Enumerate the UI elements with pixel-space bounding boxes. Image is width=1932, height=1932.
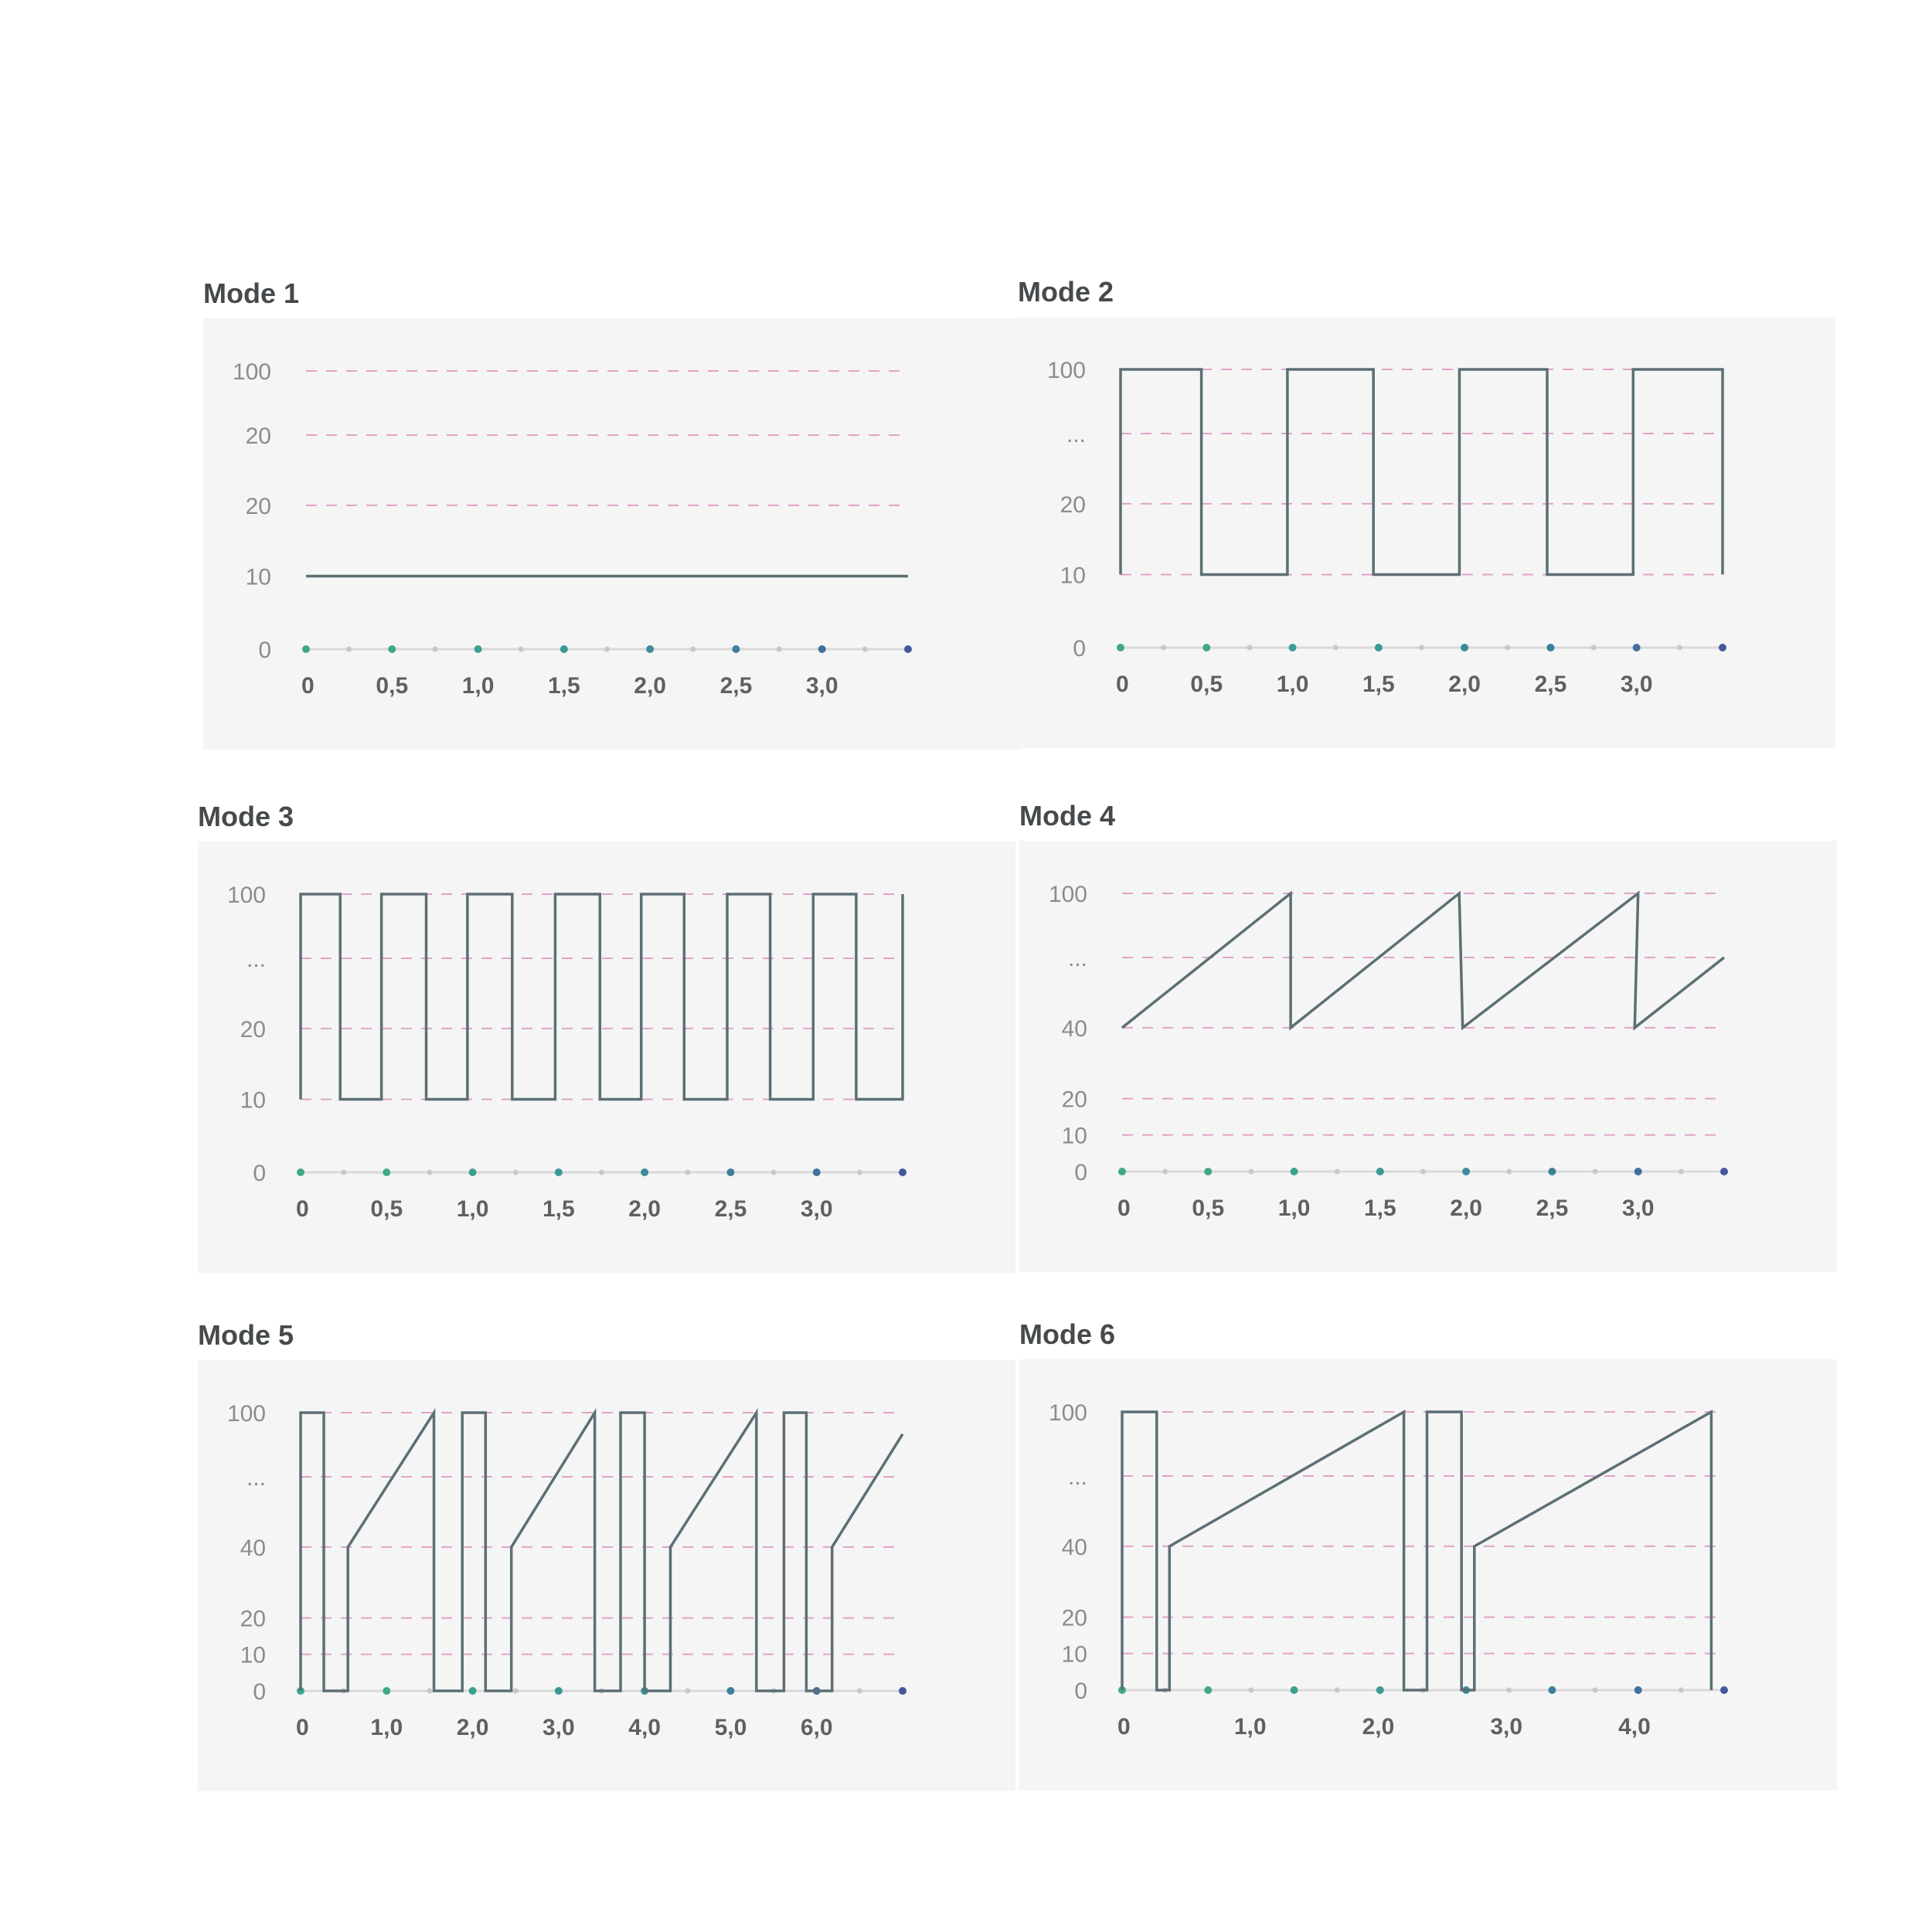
x-axis-minor-marker: [513, 1689, 519, 1694]
y-tick-label: 20: [1061, 1605, 1087, 1631]
x-tick-label: 3,0: [1620, 672, 1653, 697]
x-axis-minor-marker: [427, 1689, 432, 1694]
x-axis-minor-marker: [599, 1170, 604, 1175]
x-axis-minor-marker: [1593, 1169, 1598, 1175]
x-tick-label: 0: [1117, 1196, 1131, 1221]
series-line: [301, 894, 903, 1100]
chart-panel-mode-6: [1019, 1319, 1837, 1791]
x-axis-minor-marker: [1593, 1688, 1598, 1693]
x-axis-minor-marker: [857, 1689, 862, 1694]
x-tick-label: 3,0: [542, 1715, 575, 1740]
chart-title: Mode 6: [1019, 1318, 1116, 1350]
x-axis-minor-marker: [1162, 1169, 1168, 1175]
x-tick-label: 3,0: [800, 1196, 833, 1222]
x-axis-minor-marker: [685, 1689, 690, 1694]
x-axis-minor-marker: [432, 647, 437, 652]
chart-plot-mode-4: [1019, 841, 1837, 1272]
x-axis-minor-marker: [427, 1170, 432, 1175]
y-tick-label: 0: [253, 1161, 266, 1186]
x-tick-label: 1,0: [370, 1715, 403, 1740]
x-tick-label: 6,0: [800, 1715, 833, 1740]
x-axis-marker: [1376, 1686, 1384, 1694]
y-tick-label: 10: [1061, 1641, 1087, 1668]
x-axis-marker: [1289, 644, 1297, 651]
x-axis-marker: [469, 1687, 477, 1695]
y-tick-label: ...: [1067, 945, 1087, 971]
x-axis-minor-marker: [1679, 1169, 1684, 1175]
x-axis-marker: [899, 1687, 906, 1695]
y-tick-label: 20: [240, 1606, 266, 1632]
x-tick-label: 2,5: [1536, 1196, 1569, 1221]
y-tick-label: 0: [1074, 1679, 1087, 1704]
x-tick-label: 1,5: [1362, 672, 1395, 697]
y-tick-label: 10: [1061, 1123, 1087, 1149]
y-tick-label: 0: [253, 1679, 266, 1705]
x-axis-minor-marker: [771, 1170, 777, 1175]
x-axis-minor-marker: [777, 647, 782, 652]
x-tick-label: 0,5: [1190, 672, 1223, 697]
y-tick-label: 100: [1048, 882, 1087, 907]
x-tick-label: 0: [1117, 1714, 1131, 1740]
x-axis-marker: [1634, 1686, 1642, 1694]
x-axis-marker: [1375, 644, 1383, 651]
x-tick-label: 0,5: [1192, 1196, 1225, 1221]
y-tick-label: 40: [1061, 1015, 1087, 1042]
x-axis-marker: [1634, 1168, 1642, 1175]
y-tick-label: ...: [246, 1464, 266, 1491]
x-tick-label: 1,0: [456, 1196, 489, 1222]
x-axis-minor-marker: [513, 1170, 519, 1175]
x-axis-marker: [732, 645, 740, 653]
y-tick-label: 10: [240, 1087, 266, 1114]
x-tick-label: 1,0: [1276, 672, 1309, 697]
y-tick-label: 0: [1074, 1160, 1087, 1185]
x-axis-marker: [1720, 1168, 1728, 1175]
x-axis-marker: [555, 1687, 563, 1695]
x-axis-minor-marker: [604, 647, 610, 652]
x-axis-marker: [904, 645, 912, 653]
y-tick-label: 40: [1061, 1534, 1087, 1560]
x-tick-label: 2,0: [634, 673, 667, 699]
chart-panel-mode-3: [198, 801, 1015, 1273]
x-axis-marker: [1633, 644, 1641, 651]
y-tick-label: 20: [1060, 492, 1086, 518]
x-axis-marker: [1202, 644, 1210, 651]
x-axis-marker: [1118, 1168, 1126, 1175]
x-axis-minor-marker: [1333, 645, 1338, 651]
x-axis-minor-marker: [1420, 1169, 1426, 1175]
x-tick-label: 3,0: [805, 673, 838, 699]
y-tick-label: ...: [1066, 421, 1086, 447]
x-axis-minor-marker: [1419, 645, 1424, 651]
x-axis-marker: [474, 645, 482, 653]
x-tick-label: 0: [1116, 672, 1129, 697]
series-line: [1121, 369, 1723, 575]
x-axis-marker: [1291, 1168, 1298, 1175]
chart-plot-mode-6: [1019, 1359, 1837, 1791]
y-tick-label: 20: [245, 493, 271, 519]
chart-title: Mode 3: [198, 801, 294, 832]
x-axis-minor-marker: [857, 1170, 862, 1175]
x-tick-label: 5,0: [714, 1715, 747, 1740]
chart-title: Mode 2: [1018, 276, 1114, 308]
x-axis-marker: [641, 1168, 648, 1176]
x-axis-minor-marker: [1677, 645, 1682, 651]
x-axis-minor-marker: [346, 647, 352, 652]
chart-panel-mode-4: [1019, 801, 1837, 1272]
x-axis-minor-marker: [1161, 645, 1166, 651]
chart-title: Mode 4: [1019, 800, 1116, 832]
x-tick-label: 3,0: [1621, 1196, 1655, 1221]
chart-plot-mode-1: [203, 318, 1021, 750]
chart-plot-mode-2: [1018, 317, 1835, 748]
x-tick-label: 1,5: [542, 1196, 575, 1222]
y-tick-label: ...: [246, 946, 266, 972]
x-tick-label: 1,5: [547, 673, 580, 699]
y-tick-label: 100: [1048, 1400, 1087, 1426]
x-axis-marker: [555, 1168, 563, 1176]
x-tick-label: 2,0: [1362, 1714, 1395, 1740]
x-tick-label: 2,0: [1450, 1196, 1483, 1221]
chart-title: Mode 1: [203, 277, 300, 309]
x-tick-label: 2,0: [628, 1196, 662, 1222]
x-tick-label: 0: [296, 1196, 309, 1222]
chart-plot-mode-5: [198, 1360, 1015, 1791]
x-axis-marker: [726, 1687, 734, 1695]
x-tick-label: 0: [296, 1715, 309, 1740]
x-axis-minor-marker: [685, 1170, 690, 1175]
x-tick-label: 2,0: [456, 1715, 489, 1740]
y-tick-label: 100: [226, 883, 266, 908]
y-tick-label: 20: [245, 423, 271, 449]
x-axis-marker: [1719, 644, 1726, 651]
y-tick-label: 10: [1060, 563, 1086, 589]
x-axis-marker: [469, 1168, 477, 1176]
x-tick-label: 4,0: [1618, 1714, 1651, 1740]
series-line: [1122, 893, 1724, 1028]
series-line: [301, 1413, 903, 1691]
x-axis-minor-marker: [690, 647, 696, 652]
x-axis-minor-marker: [1679, 1688, 1684, 1693]
x-axis-minor-marker: [1248, 1169, 1253, 1175]
x-axis-marker: [302, 645, 310, 653]
x-tick-label: 0,5: [370, 1196, 403, 1222]
x-axis-minor-marker: [519, 647, 524, 652]
x-tick-label: 0,5: [376, 673, 409, 699]
x-axis-marker: [1204, 1168, 1212, 1175]
x-axis-marker: [1462, 1168, 1470, 1175]
chart-plot-mode-3: [198, 842, 1015, 1273]
x-axis-minor-marker: [341, 1170, 346, 1175]
series-line: [1122, 1412, 1711, 1690]
x-axis-marker: [1117, 644, 1124, 651]
x-tick-label: 1,5: [1363, 1196, 1396, 1221]
y-tick-label: 100: [1046, 358, 1086, 383]
x-tick-label: 2,5: [719, 673, 753, 699]
x-tick-label: 1,0: [1233, 1714, 1267, 1740]
chart-panel-mode-5: [198, 1320, 1015, 1791]
y-tick-label: 0: [1073, 636, 1086, 662]
x-axis-marker: [899, 1168, 906, 1176]
x-axis-marker: [1548, 1168, 1556, 1175]
x-axis-minor-marker: [1248, 1688, 1253, 1693]
y-tick-label: 20: [1061, 1087, 1087, 1113]
y-tick-label: 10: [240, 1642, 266, 1668]
x-axis-marker: [1204, 1686, 1212, 1694]
x-tick-label: 1,0: [461, 673, 495, 699]
chart-panel-mode-1: [203, 278, 1021, 750]
x-axis-minor-marker: [1506, 1169, 1512, 1175]
x-axis-marker: [1461, 644, 1468, 651]
x-tick-label: 2,5: [1534, 672, 1567, 697]
x-tick-label: 2,5: [714, 1196, 747, 1222]
x-axis-minor-marker: [1335, 1169, 1340, 1175]
x-axis-minor-marker: [1506, 1688, 1512, 1693]
x-axis-marker: [813, 1168, 821, 1176]
x-tick-label: 1,0: [1277, 1196, 1311, 1221]
x-axis-marker: [383, 1687, 390, 1695]
x-axis-marker: [297, 1168, 304, 1176]
x-axis-marker: [1720, 1686, 1728, 1694]
x-axis-marker: [726, 1168, 734, 1176]
y-tick-label: 20: [240, 1016, 266, 1043]
y-tick-label: 40: [240, 1535, 266, 1561]
x-axis-marker: [560, 645, 568, 653]
y-tick-label: 10: [245, 564, 271, 590]
x-axis-minor-marker: [862, 647, 868, 652]
x-tick-label: 4,0: [628, 1715, 662, 1740]
y-tick-label: 100: [226, 1401, 266, 1427]
x-axis-marker: [388, 645, 396, 653]
y-tick-label: 100: [232, 359, 271, 385]
x-tick-label: 0: [301, 673, 315, 699]
x-axis-marker: [646, 645, 654, 653]
y-tick-label: 0: [258, 638, 271, 663]
y-tick-label: ...: [1067, 1464, 1087, 1490]
x-axis-minor-marker: [1505, 645, 1510, 651]
chart-panel-mode-2: [1018, 277, 1835, 748]
x-axis-marker: [1548, 1686, 1556, 1694]
x-axis-minor-marker: [1247, 645, 1252, 651]
x-axis-minor-marker: [1335, 1688, 1340, 1693]
x-axis-minor-marker: [1591, 645, 1597, 651]
x-tick-label: 2,0: [1448, 672, 1481, 697]
x-tick-label: 3,0: [1490, 1714, 1523, 1740]
x-axis-marker: [818, 645, 826, 653]
x-axis-marker: [383, 1168, 390, 1176]
chart-title: Mode 5: [198, 1319, 294, 1351]
x-axis-marker: [1291, 1686, 1298, 1694]
x-axis-marker: [1376, 1168, 1384, 1175]
x-axis-marker: [1546, 644, 1554, 651]
